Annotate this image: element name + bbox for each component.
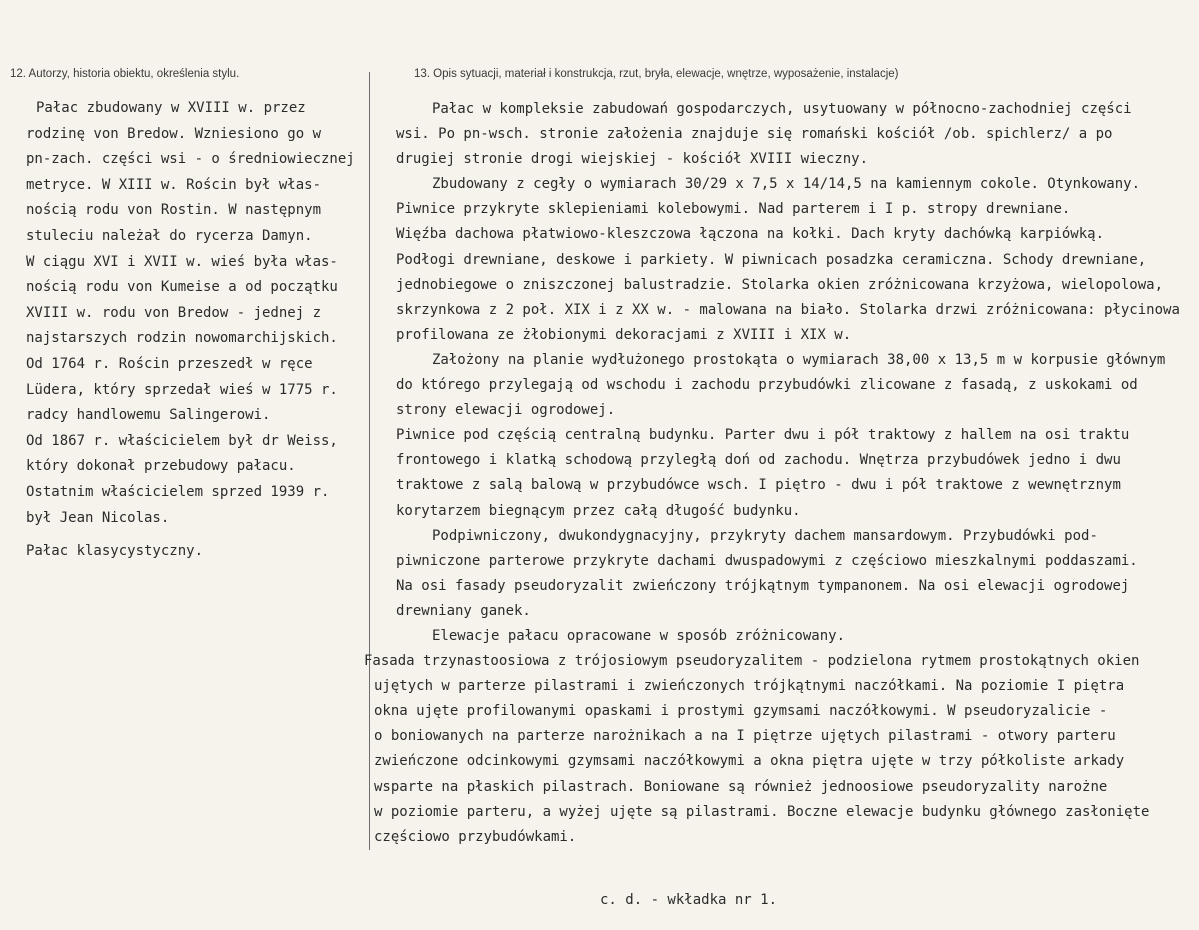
description-line: Piwnice pod częścią centralną budynku. Parter dwu i pół traktowy z hallem na osi traktu — [396, 427, 1130, 444]
description-line: do którego przylegają od wschodu i zachodu przybudówki zlicowane z fasadą, z uskokami od — [396, 377, 1138, 394]
history-line: Lüdera, który sprzedał wieś w 1775 r. — [26, 381, 338, 398]
description-line: Piwnice przykryte sklepieniami kolebowymi. Nad parterem i I p. stropy drewniane. — [396, 201, 1071, 218]
history-line: Pałac zbudowany w XVIII w. przez — [36, 100, 306, 116]
description-line: drugiej stronie drogi wiejskiej - kościół XVIII wieczny. — [396, 151, 869, 168]
history-line: który dokonał przebudowy pałacu. — [26, 458, 296, 475]
description-line: częściowo przybudówkami. — [374, 828, 577, 845]
description-line: drewniany ganek. — [396, 602, 531, 619]
history-line: stuleciu należał do rycerza Damyn. — [26, 227, 313, 244]
description-line: frontowego i klatką schodową przyległą doń od zachodu. Wnętrza przybudówek jedno i dwu — [396, 452, 1121, 469]
description-line: zwieńczone odcinkowymi gzymsami naczółkowymi a okna piętra ujęte w trzy półkoliste arkady — [374, 753, 1125, 770]
history-column — [26, 96, 366, 565]
history-line: najstarszych rodzin nowomarchijskich. — [26, 330, 338, 347]
description-line: piwniczone parterowe przykryte dachami dwuspadowymi z częściowo mieszkalnymi poddaszami. — [396, 552, 1138, 569]
description-line: Podłogi drewniane, deskowe i parkiety. W piwnicach posadzka ceramiczna. Schody drewniane, — [396, 251, 1147, 268]
description-line: ujętych w parterze pilastrami i zwieńczonych trójkątnymi naczółkami. Na poziomie I piętra — [374, 678, 1125, 695]
style-note: Pałac klasycystyczny. — [26, 543, 204, 560]
description-line: Więźba dachowa płatwiowo-kleszczowa łączona na kołki. Dach kryty dachówką karpiówką. — [396, 226, 1105, 243]
description-line: o boniowanych na parterze narożnikach a na I piętrze ujętych pilastrami - otwory parteru — [374, 728, 1116, 745]
history-line: nością rodu von Rostin. W następnym — [26, 202, 322, 219]
history-line: Od 1867 r. właścicielem był dr Weiss, — [26, 432, 338, 449]
description-line: Elewacje pałacu opracowane w sposób zróżnicowany. — [432, 627, 846, 644]
history-line: Od 1764 r. Rościn przeszedł w ręce — [26, 355, 313, 372]
description-line: Na osi fasady pseudoryzalit zwieńczony trójkątnym tympanonem. Na osi elewacji ogrodowej — [396, 577, 1130, 594]
history-line: nością rodu von Kumeise a od początku — [26, 279, 338, 296]
continuation-note: c. d. - wkładka nr 1. — [600, 892, 778, 908]
description-line: Podpiwniczony, dwukondygnacyjny, przykryty dachem mansardowym. Przybudówki pod- — [432, 527, 1098, 544]
description-line: skrzynkowa z 2 poł. XIX i z XX w. - malowana na biało. Stolarka drzwi zróżnicowana: płycinowa — [396, 301, 1180, 318]
description-line: Założony na planie wydłużonego prostokąta o wymiarach 38,00 x 13,5 m w korpusie głównym — [432, 351, 1166, 368]
history-line: pn-zach. części wsi - o średniowiecznej — [26, 151, 355, 168]
history-line: metryce. W XIII w. Rościn był włas- — [26, 176, 322, 193]
section-13-heading: 13. Opis sytuacji, materiał i konstrukcja, rzut, bryła, elewacje, wnętrze, wyposażenie, instalacje) — [414, 68, 899, 80]
history-line: Ostatnim właścicielem sprzed 1939 r. — [26, 483, 330, 500]
history-line: W ciągu XVI i XVII w. wieś była włas- — [26, 253, 338, 270]
history-line: radcy handlowemu Salingerowi. — [26, 407, 271, 424]
description-line: korytarzem biegnącym przez całą długość budynku. — [396, 502, 801, 519]
description-line: wsi. Po pn-wsch. stronie założenia znajduje się romański kościół /ob. spichlerz/ a po — [396, 126, 1113, 143]
description-line: wsparte na płaskich pilastrach. Boniowane są również jednoosiowe pseudoryzality narożne — [374, 778, 1108, 795]
description-column — [364, 97, 1194, 850]
history-line: rodzinę von Bredow. Wzniesiono go w — [26, 125, 322, 142]
section-12-heading: 12. Autorzy, historia obiektu, określenia stylu. — [10, 68, 240, 80]
description-line: jednobiegowe o zniszczonej balustradzie. Stolarka okien zróżnicowana krzyżowa, wielopolowa, — [396, 276, 1164, 293]
description-line: Zbudowany z cegły o wymiarach 30/29 x 7,5 x 14/14,5 na kamiennym cokole. Otynkowany. — [432, 176, 1141, 193]
description-line: Pałac w kompleksie zabudowań gospodarczych, usytuowany w północno-zachodniej części — [432, 101, 1132, 117]
description-line: okna ujęte profilowanymi opaskami i prostymi gzymsami naczółkowymi. W pseudoryzalicie - — [374, 703, 1108, 720]
description-line: traktowe z salą balową w przybudówce wsch. I piętro - dwu i pół traktowe z wewnętrznym — [396, 477, 1121, 494]
history-line: był Jean Nicolas. — [26, 509, 170, 526]
description-line: strony elewacji ogrodowej. — [396, 402, 616, 419]
history-line: XVIII w. rodu von Bredow - jednej z — [26, 304, 322, 321]
description-line: Fasada trzynastoosiowa z trójosiowym pseudoryzalitem - podzielona rytmem prostokątnych okien — [364, 653, 1140, 670]
description-line: w poziomie parteru, a wyżej ujęte są pilastrami. Boczne elewacje budynku głównego zasłonięte — [374, 803, 1150, 820]
description-line: profilowana ze żłobionymi dekoracjami z XVIII i XIX w. — [396, 326, 852, 343]
